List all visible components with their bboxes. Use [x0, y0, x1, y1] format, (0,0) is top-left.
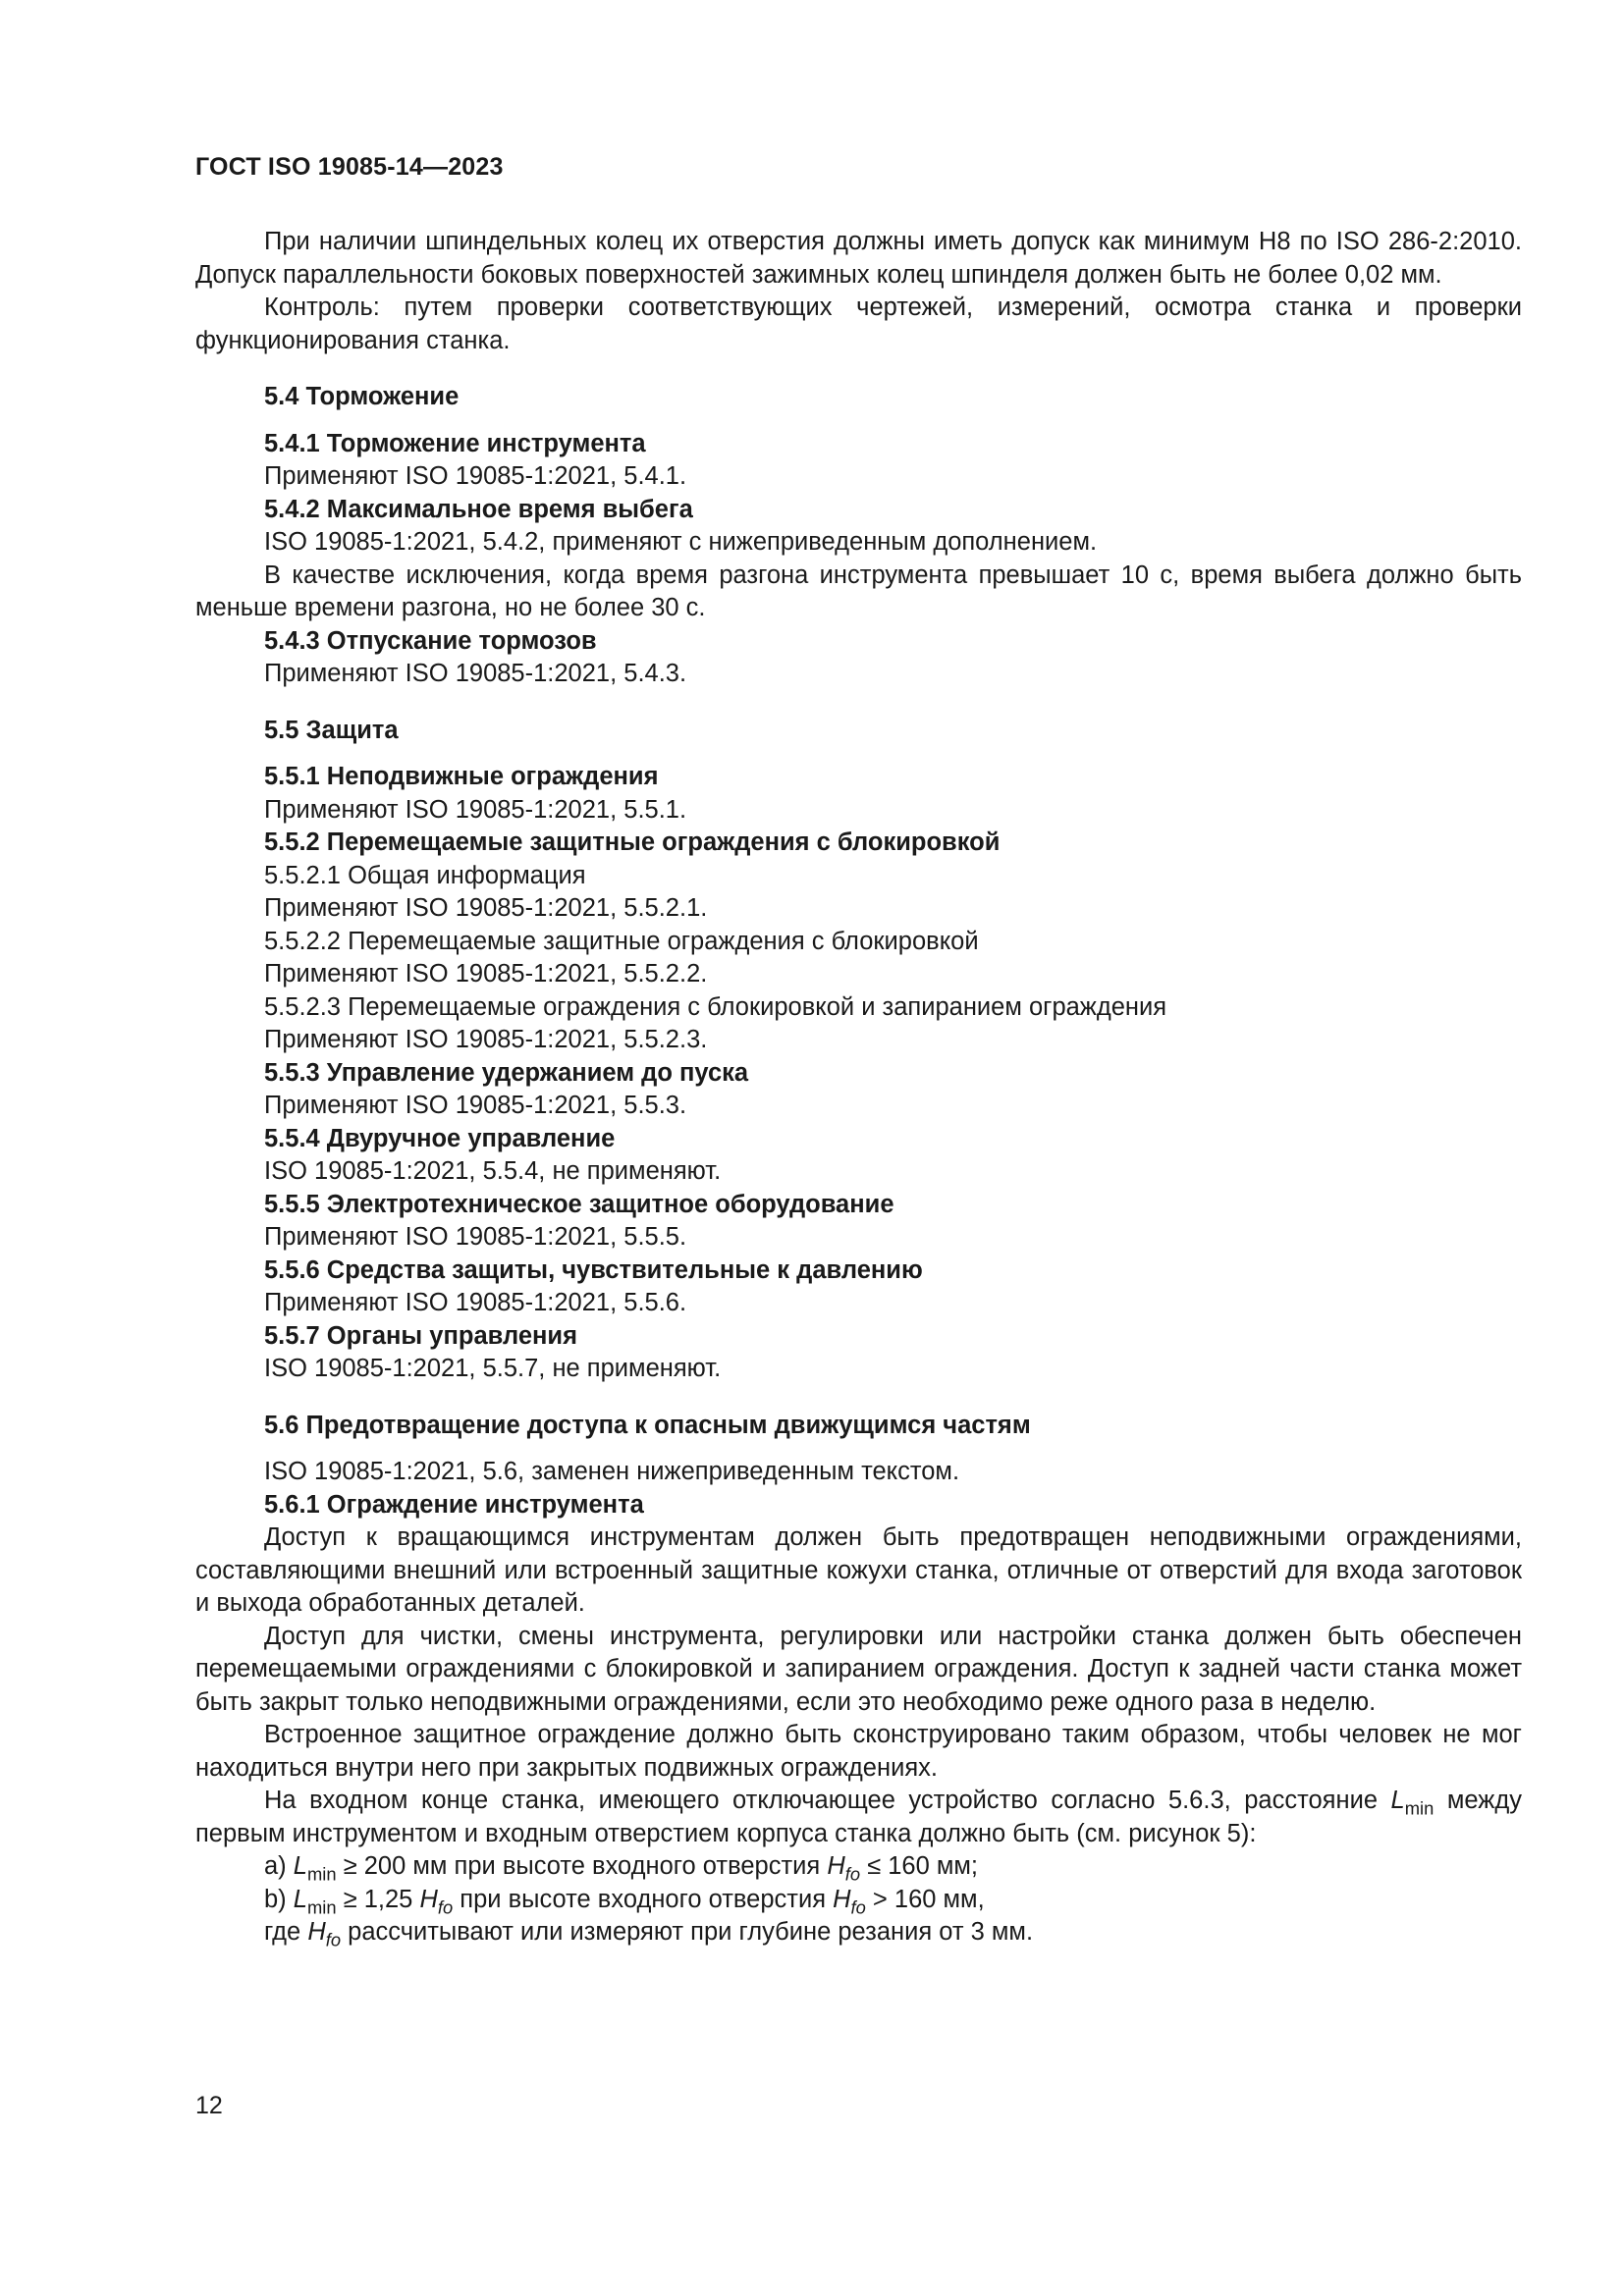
list-item-b: b) $L_{min} \ge 1,25$ $H_{fo}$ при высоте входного отверстия $H_{fo} > 160$ мм,	[264, 1885, 985, 1917]
subsection-heading: 5.6.1 Ограждение инструмента	[264, 1490, 644, 1519]
text-line: ISO 19085-1:2021, 5.5.4, не применяют.	[264, 1157, 722, 1185]
list-item-a: a) $L_{min} \ge 200$ мм при высоте входного отверстия $H_{fo} \le 160$ мм;	[264, 1852, 978, 1885]
subsubsection-heading: 5.5.2.3 Перемещаемые ограждения с блокировкой и запиранием ограждения	[264, 992, 1167, 1021]
text-line: Применяют ISO 19085-1:2021, 5.5.6.	[264, 1289, 687, 1316]
subsection-heading: 5.4.1 Торможение инструмента	[264, 429, 646, 457]
paragraph: Контроль: путем проверки соответствующих чертежей, измерений, осмотра станка и проверки функционирования станка.	[195, 294, 1522, 354]
paragraph-lmin: На входном конце станка, имеющего отключающее устройство согласно 5.6.3, расстояние $L_{min}$ между первым инструментом и входным отверстием корпуса станка должно быть (см. рисунок 5):	[195, 1787, 1522, 1847]
paragraph: Доступ к вращающимся инструментам должен быть предотвращен неподвижными ограждениями, составляющими внешний или встроенный защитные кожухи станка, отличные от отверстий для входа заготовок и выхода обработанных деталей.	[195, 1523, 1522, 1617]
subsection-heading: 5.5.1 Неподвижные ограждения	[264, 763, 659, 790]
subsection-heading: 5.5.6 Средства защиты, чувствительные к давлению	[264, 1255, 923, 1284]
subsection-heading: 5.4.2 Максимальное время выбега	[264, 495, 693, 523]
text-line: Применяют ISO 19085-1:2021, 5.5.5.	[264, 1223, 687, 1251]
paragraph: Встроенное защитное ограждение должно быть сконструировано таким образом, чтобы человек не мог находиться внутри него при закрытых подвижных ограждениях.	[195, 1721, 1522, 1782]
subsection-heading: 5.5.4 Двуручное управление	[264, 1124, 616, 1152]
subsection-heading: 5.5.5 Электротехническое защитное оборудование	[264, 1190, 894, 1218]
text-line: Применяют ISO 19085-1:2021, 5.5.2.2.	[264, 960, 708, 988]
section-heading-5-5: 5.5 Защита	[264, 716, 399, 744]
page-number: 12	[195, 2092, 223, 2119]
subsection-heading: 5.4.3 Отпускание тормозов	[264, 626, 597, 655]
section-heading-5-4: 5.4 Торможение	[264, 383, 460, 410]
subsection-heading: 5.5.7 Органы управления	[264, 1321, 577, 1350]
paragraph: При наличии шпиндельных колец их отверстия должны иметь допуск как минимум H8 по ISO 286-2:2010. Допуск параллельности боковых поверхностей зажимных колец шпинделя должен быть не более 0,02 мм.	[195, 228, 1522, 289]
document-body	[195, 226, 1522, 1949]
subsection-heading: 5.5.2 Перемещаемые защитные ограждения с блокировкой	[264, 828, 1001, 856]
text-line: Применяют ISO 19085-1:2021, 5.5.2.3.	[264, 1026, 708, 1053]
text-line: Применяют ISO 19085-1:2021, 5.5.2.1.	[264, 894, 708, 922]
list-item-where: где $H_{fo}$ рассчитывают или измеряют при глубине резания от 3 мм.	[264, 1918, 1034, 1950]
text-line: ISO 19085-1:2021, 5.4.2, применяют с нижеприведенным дополнением.	[264, 528, 1098, 556]
section-heading-5-6: 5.6 Предотвращение доступа к опасным движущимся частям	[264, 1411, 1031, 1439]
paragraph: В качестве исключения, когда время разгона инструмента превышает 10 с, время выбега должно быть меньше времени разгона, но не более 30 с.	[195, 561, 1522, 621]
paragraph: Доступ для чистки, смены инструмента, регулировки или настройки станка должен быть обеспечен перемещаемыми ограждениями с блокировкой и запиранием ограждения. Доступ к задней части станка может быть закрыт только неподвижными ограждениями, если это необходимо реже одного раза в неделю.	[195, 1622, 1522, 1716]
subsubsection-heading: 5.5.2.2 Перемещаемые защитные ограждения с блокировкой	[264, 927, 979, 955]
document-code-header: ГОСТ ISO 19085-14—2023	[195, 153, 504, 181]
subsection-heading: 5.5.3 Управление удержанием до пуска	[264, 1058, 749, 1087]
text-line: Применяют ISO 19085-1:2021, 5.4.3.	[264, 660, 687, 687]
text-line: Применяют ISO 19085-1:2021, 5.5.3.	[264, 1092, 687, 1119]
text-line: ISO 19085-1:2021, 5.6, заменен нижеприведенным текстом.	[264, 1458, 960, 1485]
text-line: Применяют ISO 19085-1:2021, 5.4.1.	[264, 462, 687, 490]
text-line: Применяют ISO 19085-1:2021, 5.5.1.	[264, 795, 687, 824]
text-line: ISO 19085-1:2021, 5.5.7, не применяют.	[264, 1355, 722, 1382]
subsubsection-heading: 5.5.2.1 Общая информация	[264, 861, 586, 889]
